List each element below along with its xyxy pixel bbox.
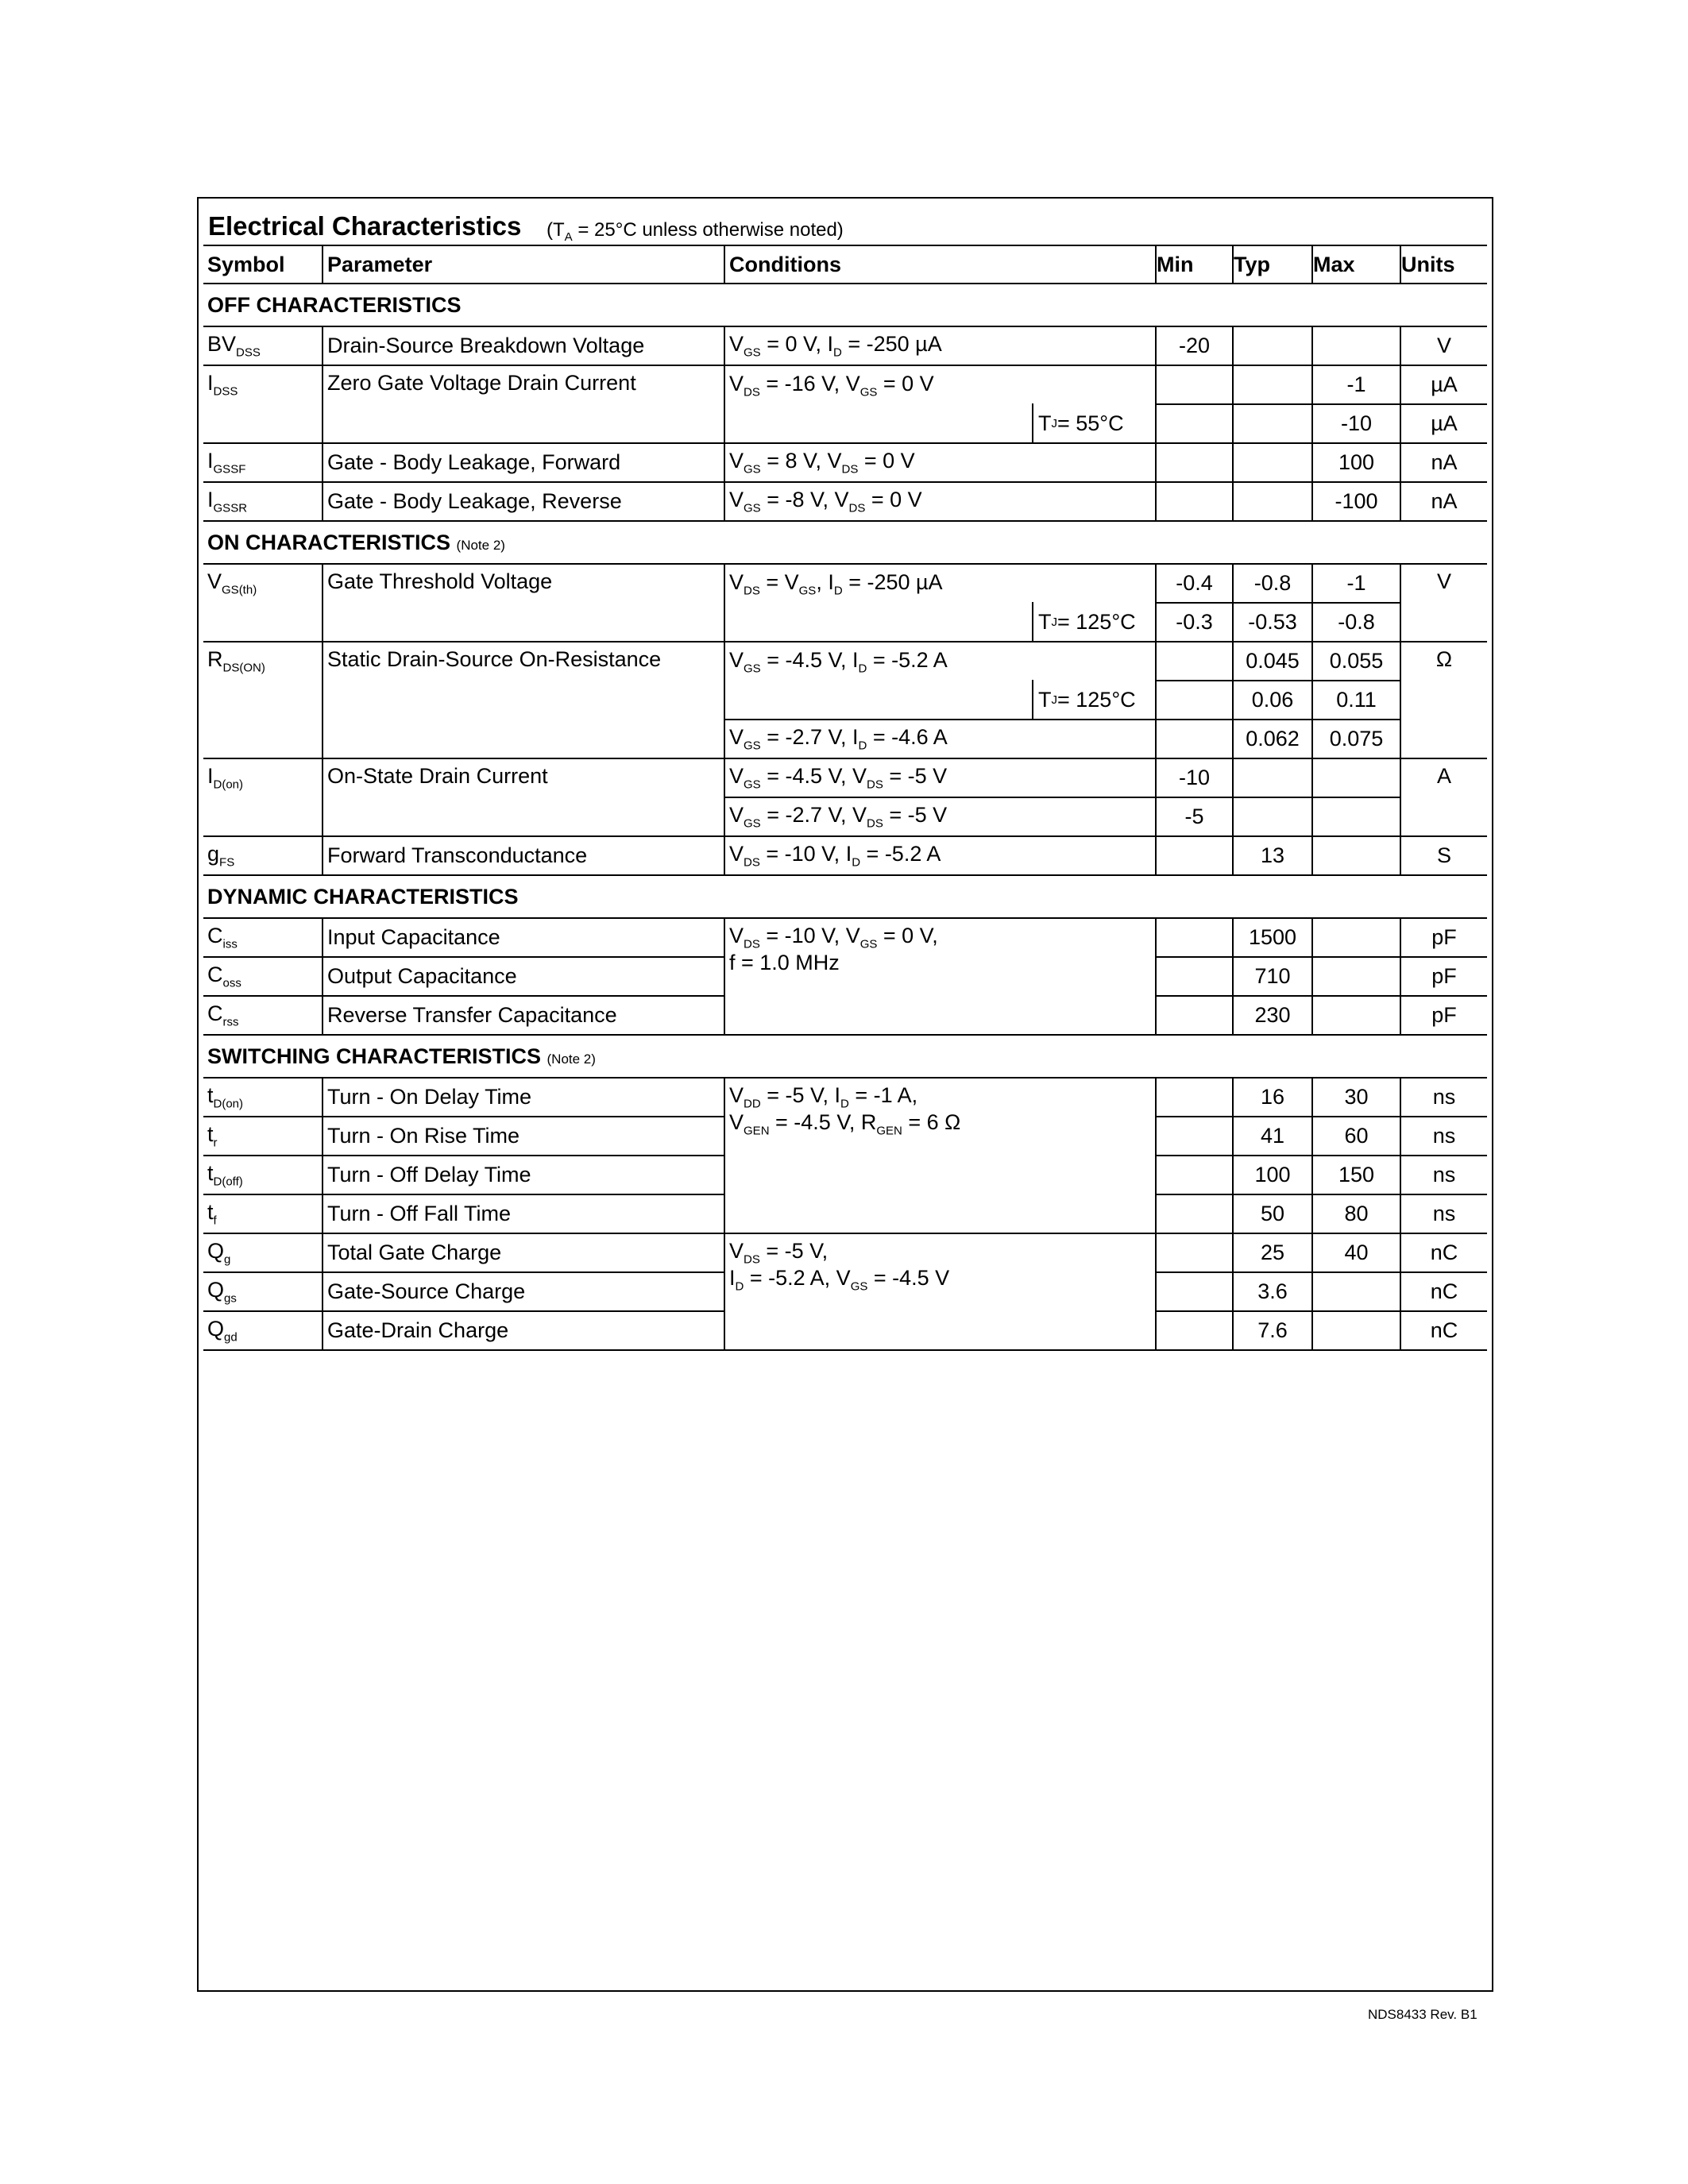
symbol-cell: $V_{GS(th)}$ xyxy=(203,564,323,642)
min-cell xyxy=(1156,1194,1233,1233)
units-cell: µA xyxy=(1400,365,1487,404)
parameter-cell: Turn - On Delay Time xyxy=(323,1078,724,1117)
header-typ: Typ xyxy=(1233,246,1312,284)
conditions-cell: $V_{GS} = -2.7$ V, $V_{DS} = -5$ V xyxy=(724,797,1156,836)
parameter-cell: Gate-Drain Charge xyxy=(323,1311,724,1350)
max-cell: 0.055 xyxy=(1312,642,1400,681)
max-cell: 100 xyxy=(1312,443,1400,482)
section-on-title: ON CHARACTERISTICS (Note 2) xyxy=(203,521,1487,564)
table-row xyxy=(203,758,1487,797)
section-switching-title: SWITCHING CHARACTERISTICS (Note 2) xyxy=(203,1035,1487,1078)
characteristics-table xyxy=(203,246,1487,1351)
typ-cell: 0.06 xyxy=(1233,681,1312,720)
units-cell: ns xyxy=(1400,1194,1487,1233)
conditions-cell: $V_{DS} = -10$ V, $V_{GS} = 0$ V, f = 1.0 MHz xyxy=(724,918,1156,1035)
min-cell xyxy=(1156,365,1233,404)
min-cell xyxy=(1156,918,1233,957)
max-cell: 60 xyxy=(1312,1117,1400,1156)
units-cell: Ω xyxy=(1400,642,1487,758)
symbol-cell: $C_{rss}$ xyxy=(203,996,323,1035)
min-cell xyxy=(1156,836,1233,875)
conditions-cell: $V_{DS} = -16$ V, $V_{GS} = 0$ V xyxy=(724,365,1156,404)
min-cell xyxy=(1156,1272,1233,1311)
units-cell: µA xyxy=(1400,404,1487,443)
max-cell: 40 xyxy=(1312,1233,1400,1272)
max-cell: -1 xyxy=(1312,564,1400,603)
parameter-cell: Gate Threshold Voltage xyxy=(323,564,724,642)
units-cell: V xyxy=(1400,564,1487,642)
conditions-cell: $V_{DD} = -5$ V, $I_D = -1$ A, $V_{GEN} = -4.5$ V, $R_{GEN} = 6$ Ω xyxy=(724,1078,1156,1233)
symbol-cell: $C_{oss}$ xyxy=(203,957,323,996)
typ-cell: -0.53 xyxy=(1233,603,1312,642)
conditions-cell: $V_{GS} = 8$ V, $V_{DS} = 0$ V xyxy=(724,443,1156,482)
min-cell xyxy=(1156,996,1233,1035)
units-cell: ns xyxy=(1400,1117,1487,1156)
parameter-cell: Turn - On Rise Time xyxy=(323,1117,724,1156)
max-cell xyxy=(1312,957,1400,996)
max-cell: 0.075 xyxy=(1312,720,1400,758)
typ-cell: 13 xyxy=(1233,836,1312,875)
typ-cell xyxy=(1233,365,1312,404)
conditions-cell xyxy=(724,603,1156,642)
table-title-row xyxy=(203,203,1487,246)
table-row xyxy=(203,918,1487,957)
conditions-cell: $V_{DS} = -5$ V, $I_D = -5.2$ A, $V_{GS} = -4.5$ V xyxy=(724,1233,1156,1350)
symbol-cell: $Q_{gd}$ xyxy=(203,1311,323,1350)
max-cell xyxy=(1312,326,1400,365)
symbol-cell: $BV_{DSS}$ xyxy=(203,326,323,365)
max-cell xyxy=(1312,797,1400,836)
parameter-cell: Static Drain-Source On-Resistance xyxy=(323,642,724,758)
typ-cell xyxy=(1233,404,1312,443)
min-cell xyxy=(1156,482,1233,521)
header-conditions: Conditions xyxy=(724,246,1156,284)
typ-cell: 100 xyxy=(1233,1156,1312,1194)
typ-cell: 16 xyxy=(1233,1078,1312,1117)
units-cell: nC xyxy=(1400,1311,1487,1350)
symbol-cell: $I_{DSS}$ xyxy=(203,365,323,443)
parameter-cell: Gate - Body Leakage, Forward xyxy=(323,443,724,482)
table-row xyxy=(203,1233,1487,1272)
typ-cell: 7.6 xyxy=(1233,1311,1312,1350)
min-cell: -5 xyxy=(1156,797,1233,836)
electrical-characteristics-table xyxy=(203,203,1487,1351)
min-cell xyxy=(1156,1078,1233,1117)
units-cell: pF xyxy=(1400,957,1487,996)
typ-cell: -0.8 xyxy=(1233,564,1312,603)
max-cell xyxy=(1312,1311,1400,1350)
section-row-dynamic xyxy=(203,875,1487,918)
max-cell: 0.11 xyxy=(1312,681,1400,720)
typ-cell xyxy=(1233,443,1312,482)
max-cell: -1 xyxy=(1312,365,1400,404)
min-cell xyxy=(1156,957,1233,996)
max-cell: -10 xyxy=(1312,404,1400,443)
typ-cell: 0.045 xyxy=(1233,642,1312,681)
units-cell: pF xyxy=(1400,918,1487,957)
min-cell xyxy=(1156,404,1233,443)
typ-cell: 50 xyxy=(1233,1194,1312,1233)
parameter-cell: Turn - Off Delay Time xyxy=(323,1156,724,1194)
typ-cell xyxy=(1233,758,1312,797)
symbol-cell: $I_{GSSF}$ xyxy=(203,443,323,482)
typ-cell xyxy=(1233,482,1312,521)
typ-cell: 41 xyxy=(1233,1117,1312,1156)
parameter-cell: Total Gate Charge xyxy=(323,1233,724,1272)
section-off-title: OFF CHARACTERISTICS xyxy=(203,284,1487,326)
units-cell: nA xyxy=(1400,443,1487,482)
symbol-cell: $Q_g$ xyxy=(203,1233,323,1272)
conditions-cell: $V_{GS} = -4.5$ V, $I_D = -5.2$ A xyxy=(724,642,1156,681)
parameter-cell: Gate - Body Leakage, Reverse xyxy=(323,482,724,521)
parameter-cell: Reverse Transfer Capacitance xyxy=(323,996,724,1035)
document-revision: NDS8433 Rev. B1 xyxy=(1368,2007,1477,2022)
max-cell xyxy=(1312,918,1400,957)
parameter-cell: Gate-Source Charge xyxy=(323,1272,724,1311)
section-row-off xyxy=(203,284,1487,326)
units-cell: ns xyxy=(1400,1078,1487,1117)
symbol-cell: $R_{DS(ON)}$ xyxy=(203,642,323,758)
conditions-cell xyxy=(724,681,1156,720)
table-row xyxy=(203,836,1487,875)
table-row xyxy=(203,564,1487,603)
header-symbol: Symbol xyxy=(203,246,323,284)
parameter-cell: Input Capacitance xyxy=(323,918,724,957)
symbol-cell: $t_r$ xyxy=(203,1117,323,1156)
section-row-switching xyxy=(203,1035,1487,1078)
typ-cell: 1500 xyxy=(1233,918,1312,957)
datasheet-frame xyxy=(197,197,1493,1992)
max-cell: 80 xyxy=(1312,1194,1400,1233)
min-cell xyxy=(1156,443,1233,482)
max-cell xyxy=(1312,758,1400,797)
parameter-cell: Forward Transconductance xyxy=(323,836,724,875)
max-cell: -100 xyxy=(1312,482,1400,521)
header-min: Min xyxy=(1156,246,1233,284)
parameter-cell: Output Capacitance xyxy=(323,957,724,996)
min-cell xyxy=(1156,1117,1233,1156)
symbol-cell: $t_{D(on)}$ xyxy=(203,1078,323,1117)
conditions-cell: $V_{GS} = -2.7$ V, $I_D = -4.6$ A xyxy=(724,720,1156,758)
symbol-cell: $I_{D(on)}$ xyxy=(203,758,323,836)
parameter-cell: Drain-Source Breakdown Voltage xyxy=(323,326,724,365)
table-row xyxy=(203,365,1487,404)
units-cell: nC xyxy=(1400,1272,1487,1311)
typ-cell: 230 xyxy=(1233,996,1312,1035)
typ-cell xyxy=(1233,326,1312,365)
typ-cell xyxy=(1233,797,1312,836)
min-cell xyxy=(1156,1233,1233,1272)
parameter-cell: Turn - Off Fall Time xyxy=(323,1194,724,1233)
parameter-cell: On-State Drain Current xyxy=(323,758,724,836)
table-title: Electrical Characteristics xyxy=(208,211,522,241)
units-cell: ns xyxy=(1400,1156,1487,1194)
max-cell: -0.8 xyxy=(1312,603,1400,642)
min-cell xyxy=(1156,681,1233,720)
typ-cell: 25 xyxy=(1233,1233,1312,1272)
units-cell: nA xyxy=(1400,482,1487,521)
conditions-cell: $V_{DS} = V_{GS}$, $I_D = -250$ µA xyxy=(724,564,1156,603)
table-title-note: ($T_A = 25^\circ C$ unless otherwise noted) xyxy=(547,219,844,244)
min-cell xyxy=(1156,720,1233,758)
symbol-cell: $Q_{gs}$ xyxy=(203,1272,323,1311)
min-cell xyxy=(1156,1156,1233,1194)
parameter-cell: Zero Gate Voltage Drain Current xyxy=(323,365,724,443)
min-cell xyxy=(1156,642,1233,681)
header-row xyxy=(203,246,1487,284)
table-row xyxy=(203,1078,1487,1117)
junction-temp-condition: T J = 55°C xyxy=(1032,403,1124,443)
header-max: Max xyxy=(1312,246,1400,284)
max-cell xyxy=(1312,1272,1400,1311)
symbol-cell: $t_f$ xyxy=(203,1194,323,1233)
junction-temp-condition: T J = 125°C xyxy=(1032,680,1136,720)
symbol-cell: $g_{FS}$ xyxy=(203,836,323,875)
max-cell xyxy=(1312,836,1400,875)
junction-temp-condition: T J = 125°C xyxy=(1032,602,1136,642)
symbol-cell: $t_{D(off)}$ xyxy=(203,1156,323,1194)
conditions-cell: $V_{GS} = -4.5$ V, $V_{DS} = -5$ V xyxy=(724,758,1156,797)
symbol-cell: $I_{GSSR}$ xyxy=(203,482,323,521)
conditions-cell xyxy=(724,404,1156,443)
table-row xyxy=(203,326,1487,365)
min-cell: -0.3 xyxy=(1156,603,1233,642)
units-cell: nC xyxy=(1400,1233,1487,1272)
conditions-cell: $V_{GS} = -8$ V, $V_{DS} = 0$ V xyxy=(724,482,1156,521)
min-cell: -0.4 xyxy=(1156,564,1233,603)
max-cell: 30 xyxy=(1312,1078,1400,1117)
units-cell: V xyxy=(1400,326,1487,365)
min-cell xyxy=(1156,1311,1233,1350)
conditions-cell: $V_{DS} = -10$ V, $I_D = -5.2$ A xyxy=(724,836,1156,875)
table-row xyxy=(203,482,1487,521)
section-dynamic-title: DYNAMIC CHARACTERISTICS xyxy=(203,875,1487,918)
header-units: Units xyxy=(1400,246,1487,284)
min-cell: -20 xyxy=(1156,326,1233,365)
units-cell: S xyxy=(1400,836,1487,875)
min-cell: -10 xyxy=(1156,758,1233,797)
units-cell: pF xyxy=(1400,996,1487,1035)
max-cell: 150 xyxy=(1312,1156,1400,1194)
table-row xyxy=(203,443,1487,482)
max-cell xyxy=(1312,996,1400,1035)
units-cell: A xyxy=(1400,758,1487,836)
typ-cell: 710 xyxy=(1233,957,1312,996)
conditions-cell: $V_{GS} = 0$ V, $I_D = -250$ µA xyxy=(724,326,1156,365)
typ-cell: 3.6 xyxy=(1233,1272,1312,1311)
typ-cell: 0.062 xyxy=(1233,720,1312,758)
symbol-cell: $C_{iss}$ xyxy=(203,918,323,957)
table-row xyxy=(203,642,1487,681)
section-row-on xyxy=(203,521,1487,564)
header-parameter: Parameter xyxy=(323,246,724,284)
